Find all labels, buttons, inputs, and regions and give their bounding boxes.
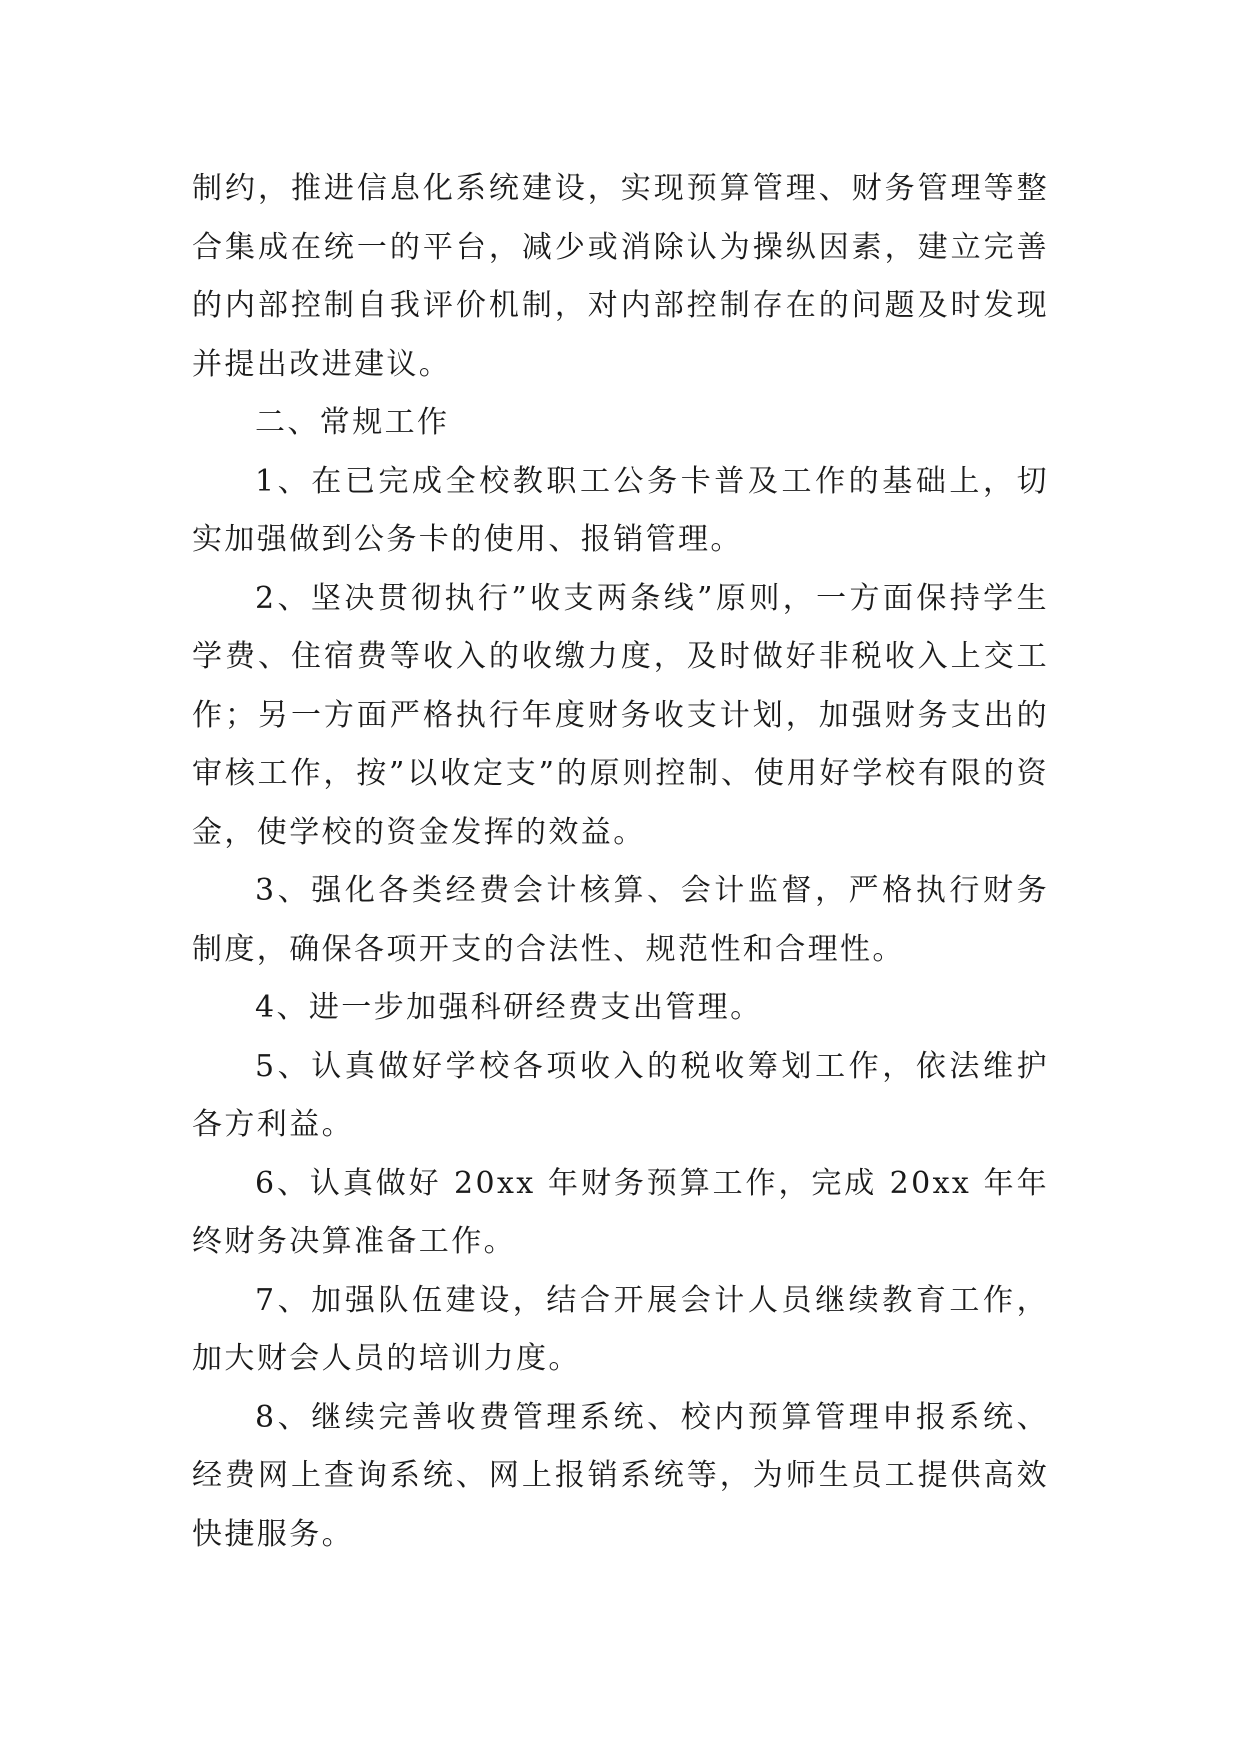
list-item: 2、坚决贯彻执行”收支两条线”原则，一方面保持学生学费、住宿费等收入的收缴力度，及时做好非税收入上交工作；另一方面严格执行年度财务收支计划，加强财务支出的审核工作，按”以收定支”的原则控制、使用好学校有限的资金，使学校的资金发挥的效益。 (192, 580, 1049, 850)
list-item: 6、认真做好 20xx 年财务预算工作，完成 20xx 年年终财务决算准备工作。 (192, 1165, 1049, 1259)
section-heading: 二、常规工作 (255, 405, 450, 440)
continuation-paragraph: 制约，推进信息化系统建设，实现预算管理、财务管理等整合集成在统一的平台，减少或消除认为操纵因素，建立完善的内部控制自我评价机制，对内部控制存在的问题及时发现并提出改进建议。 (192, 171, 1049, 382)
list-item: 5、认真做好学校各项收入的税收筹划工作，依法维护各方利益。 (192, 1048, 1049, 1142)
list-item: 4、进一步加强科研经费支出管理。 (255, 990, 763, 1025)
list-item: 7、加强队伍建设，结合开展会计人员继续教育工作，加大财会人员的培训力度。 (192, 1282, 1049, 1376)
list-item: 8、继续完善收费管理系统、校内预算管理申报系统、经费网上查询系统、网上报销系统等，为师生员工提供高效快捷服务。 (192, 1399, 1049, 1552)
document-body (192, 160, 1049, 1564)
list-item: 3、强化各类经费会计核算、会计监督，严格执行财务制度，确保各项开支的合法性、规范性和合理性。 (192, 873, 1049, 967)
list-item: 1、在已完成全校教职工公务卡普及工作的基础上，切实加强做到公务卡的使用、报销管理。 (192, 463, 1049, 557)
